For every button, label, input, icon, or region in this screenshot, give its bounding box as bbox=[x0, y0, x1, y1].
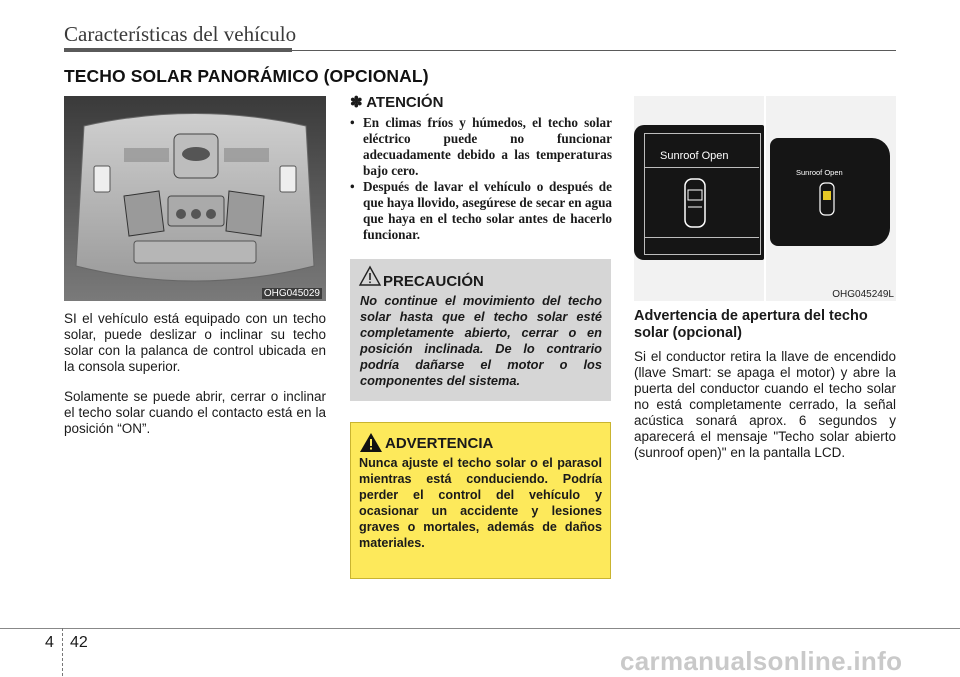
lcd-screen-left bbox=[634, 125, 764, 260]
figure-code-left: OHG045029 bbox=[263, 288, 320, 299]
overhead-console-photo bbox=[64, 96, 326, 301]
lcd-message-right: Sunroof Open bbox=[796, 168, 843, 177]
car-topview-icon bbox=[682, 177, 708, 229]
caution-triangle-icon bbox=[358, 265, 382, 287]
figure-code-right: OHG045249L bbox=[832, 289, 894, 300]
warning-triangle-icon bbox=[359, 432, 383, 453]
attention-heading bbox=[350, 93, 443, 111]
footer-divider bbox=[62, 628, 63, 676]
attention-item: • En climas fríos y húmedos, el techo solar eléctrico puede no funcionar adecuadamente debido a las temperaturas bajo cero. bbox=[350, 115, 612, 179]
page-number: 42 bbox=[70, 634, 88, 651]
header-rule-thick bbox=[64, 48, 292, 52]
lcd-screen-right bbox=[770, 138, 890, 246]
warning-box bbox=[350, 422, 611, 579]
operation-paragraph: Solamente se puede abrir, cerrar o inclinar el techo solar cuando el contacto está en la posición “ON”. bbox=[64, 389, 326, 436]
sunroof-open-display-figure bbox=[634, 96, 896, 301]
attention-symbol-icon: ✽ bbox=[350, 94, 363, 111]
overhead-console-illustration bbox=[64, 96, 326, 301]
attention-title: ATENCIÓN bbox=[366, 94, 444, 111]
attention-list bbox=[350, 115, 612, 243]
sunroof-warning-subheading: Advertencia de apertura del techo solar (opcional) bbox=[634, 308, 868, 341]
caution-box bbox=[350, 259, 611, 401]
caution-text: No continue el movimiento del techo solar hasta que el techo solar esté completamente abierto, cerrar o en posición inclinada. De lo contrario podría dañarse el motor o los componentes del sistema. bbox=[360, 293, 602, 388]
car-topview-small-icon bbox=[818, 182, 836, 216]
chapter-number: 4 bbox=[45, 634, 54, 651]
warning-title: ADVERTENCIA bbox=[385, 435, 494, 452]
sunroof-warning-paragraph: Si el conductor retira la llave de encendido (llave Smart: se apaga el motor) y abre la puerta del conductor cuando el techo solar no está completamente cerrado, la señal acústica sonará aprox. 6 segundos y aparecerá el mensaje "Techo solar abierto (sunroof open)" en la pantalla LCD. bbox=[634, 349, 896, 460]
watermark: carmanualsonline.info bbox=[620, 646, 903, 676]
section-title: TECHO SOLAR PANORÁMICO (OPCIONAL) bbox=[64, 66, 429, 86]
attention-item: • Después de lavar el vehículo o después de que haya llovido, asegúrese de secar en agua que haya en el techo solar antes de hacerlo funcionar. bbox=[350, 179, 612, 243]
chapter-title: Características del vehículo bbox=[64, 22, 297, 46]
warning-text: Nunca ajuste el techo solar o el parasol mientras está conduciendo. Podría perder el control del vehículo y ocasionar un accidente y lesiones graves o mortales, además de daños materiales. bbox=[359, 456, 602, 550]
caution-title: PRECAUCIÓN bbox=[383, 273, 484, 290]
lcd-message-left: Sunroof Open bbox=[660, 150, 729, 162]
intro-paragraph: SI el vehículo está equipado con un techo solar, puede deslizar o inclinar su techo solar con la palanca de control ubicada en la consola superior. bbox=[64, 311, 326, 374]
header-rule-thin bbox=[292, 50, 896, 51]
footer-rule bbox=[0, 628, 960, 629]
